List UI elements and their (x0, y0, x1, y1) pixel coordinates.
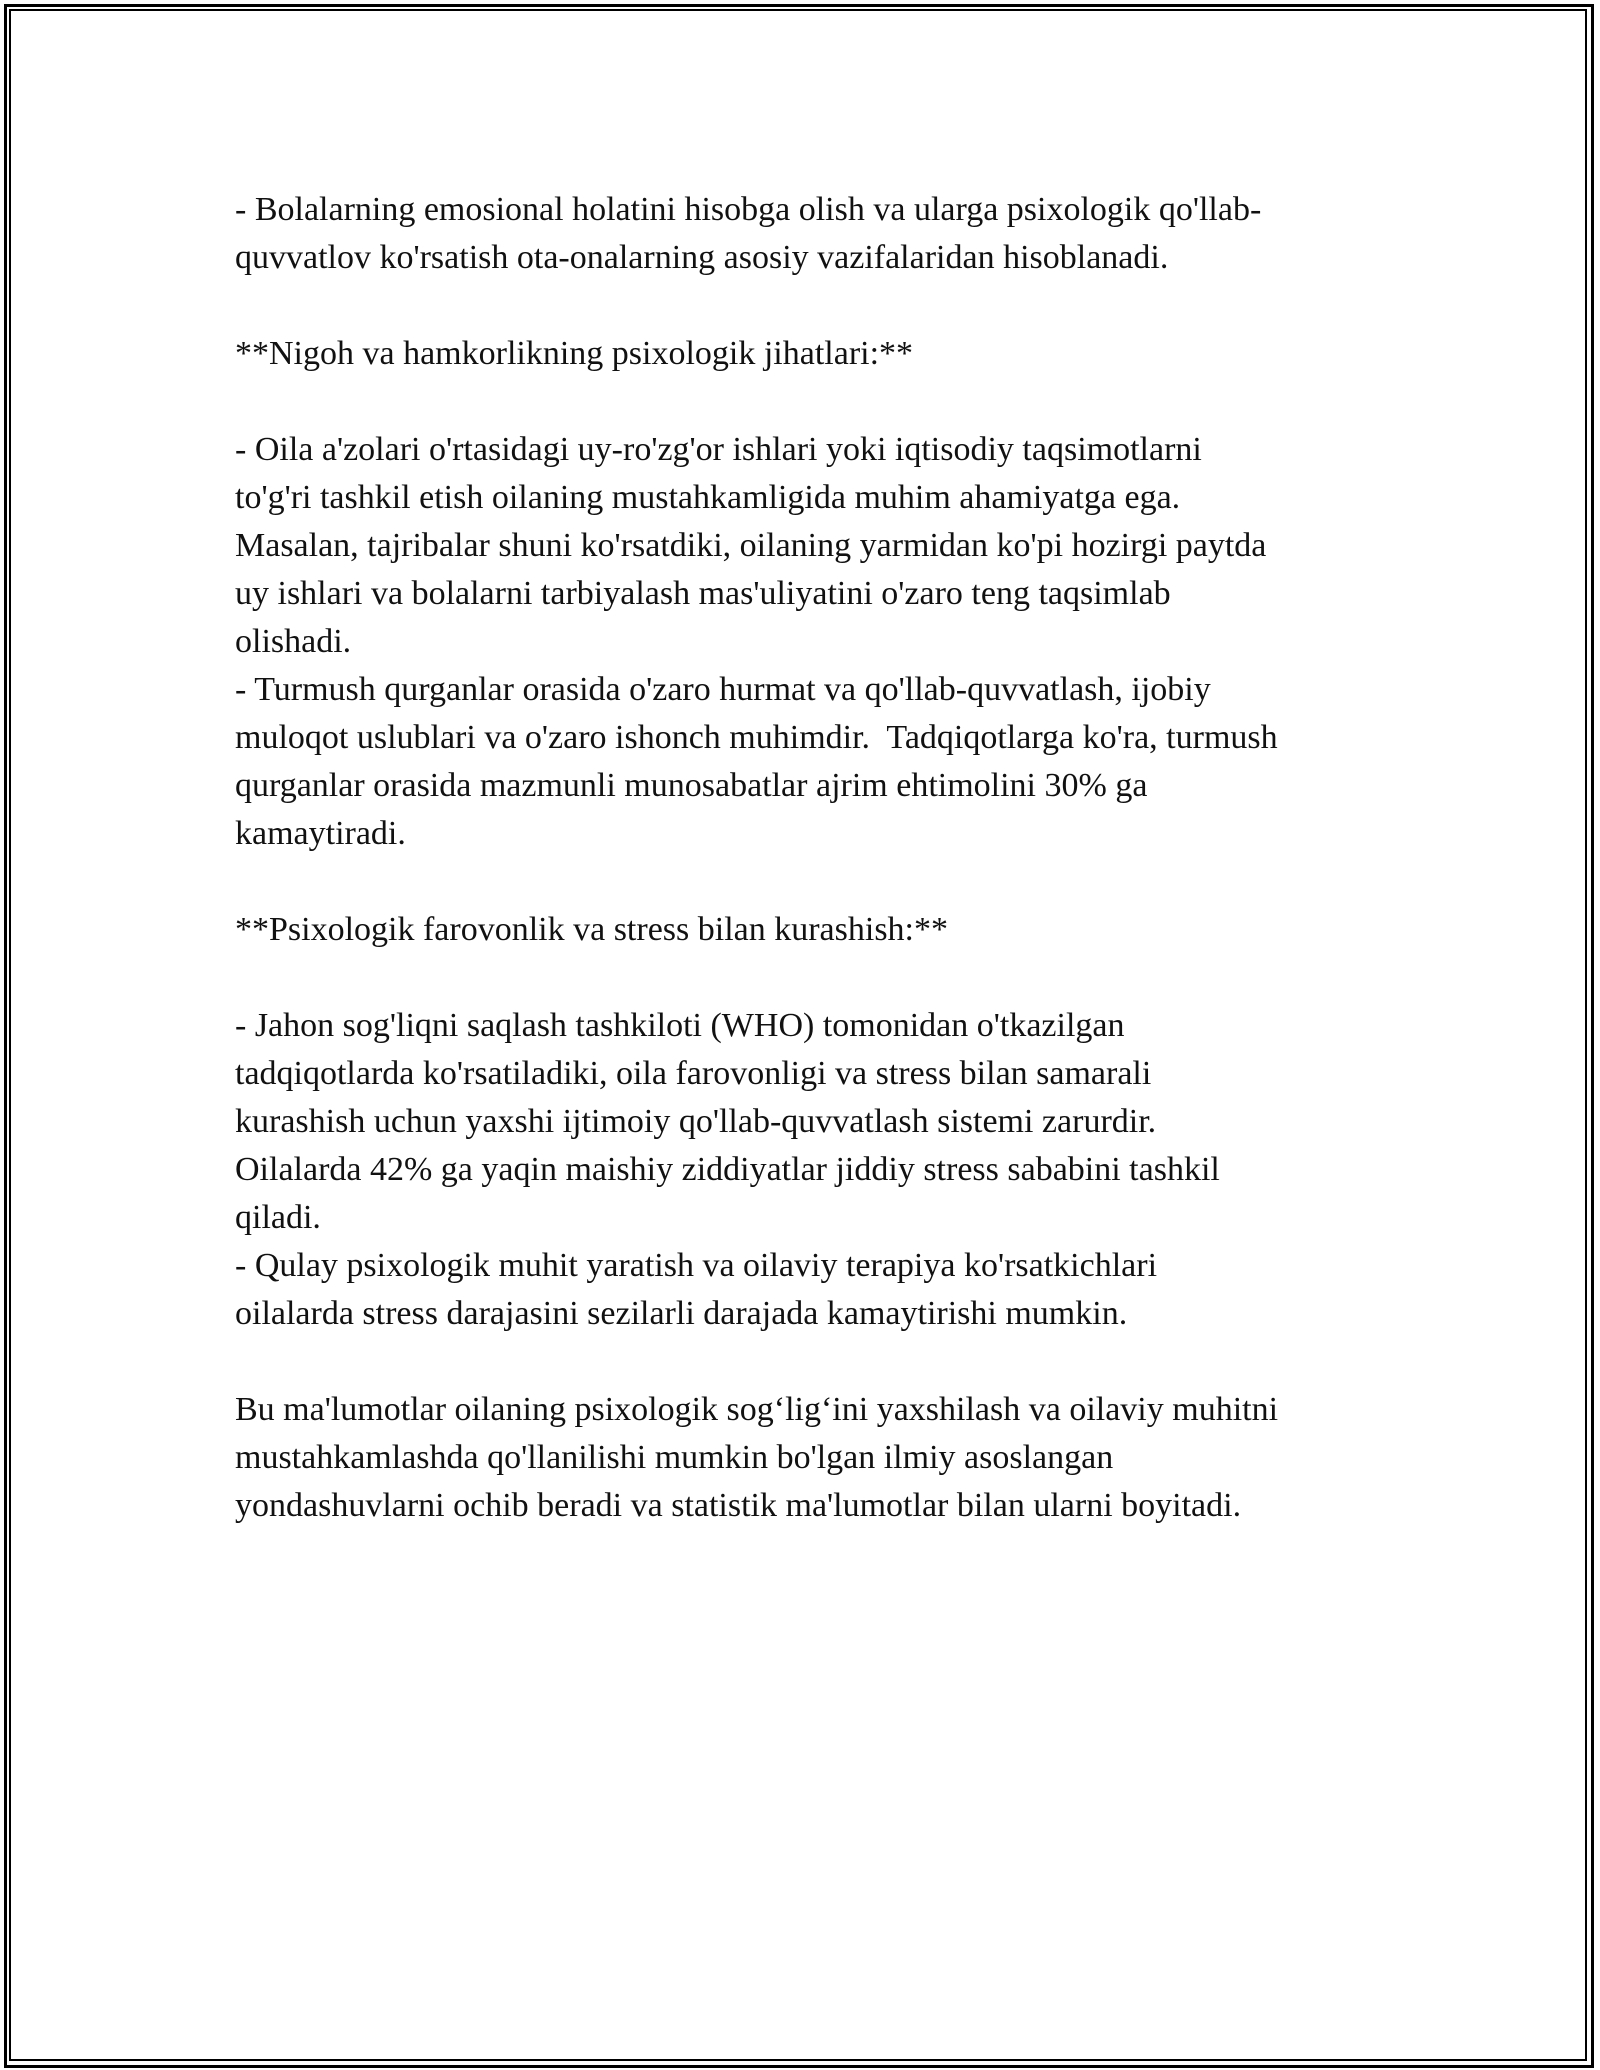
text-line: oilalarda stress darajasini sezilarli darajada kamaytirishi mumkin. (235, 1295, 1128, 1332)
text-line: to'g'ri tashkil etish oilaning mustahkamligida muhim ahamiyatga ega. (235, 479, 1181, 516)
text-line: Bu ma'lumotlar oilaning psixologik sog‘lig‘ini yaxshilash va oilaviy muhitni (235, 1391, 1279, 1428)
section-heading-wellbeing: **Psixologik farovonlik va stress bilan kurashish:** (235, 911, 949, 948)
text-line: Masalan, tajribalar shuni ko'rsatdiki, oilaning yarmidan ko'pi hozirgi paytda (235, 527, 1267, 564)
blank-line (235, 954, 1385, 1002)
text-line: - Bolalarning emosional holatini hisobga olish va ularga psixologik qo'llab- (235, 191, 1262, 228)
text-line: qurganlar orasida mazmunli munosabatlar ajrim ehtimolini 30% ga (235, 767, 1148, 804)
blank-line (235, 1338, 1385, 1386)
text-line: kurashish uchun yaxshi ijtimoiy qo'llab-quvvatlash sistemi zarurdir. (235, 1103, 1157, 1140)
text-line: muloqot uslublari va o'zaro ishonch muhimdir. Tadqiqotlarga ko'ra, turmush (235, 719, 1278, 756)
blank-line (235, 282, 1385, 330)
blank-line (235, 858, 1385, 906)
text-line: tadqiqotlarda ko'rsatiladiki, oila farovonligi va stress bilan samarali (235, 1055, 1152, 1092)
text-line: quvvatlov ko'rsatish ota-onalarning asosiy vazifalaridan hisoblanadi. (235, 239, 1169, 276)
text-line: kamaytiradi. (235, 815, 406, 852)
text-line: - Qulay psixologik muhit yaratish va oilaviy terapiya ko'rsatkichlari (235, 1247, 1158, 1284)
text-line: - Jahon sog'liqni saqlash tashkiloti (WHO) tomonidan o'tkazilgan (235, 1007, 1125, 1044)
paragraph-family-cooperation (235, 426, 1385, 858)
text-line: Oilalarda 42% ga yaqin maishiy ziddiyatlar jiddiy stress sababini tashkil (235, 1151, 1220, 1188)
paragraph-conclusion (235, 1386, 1385, 1530)
document-body (235, 186, 1385, 1530)
text-line: - Turmush qurganlar orasida o'zaro hurmat va qo'llab-quvvatlash, ijobiy (235, 671, 1211, 708)
blank-line (235, 378, 1385, 426)
paragraph-children-emotional-support (235, 186, 1385, 282)
text-line: - Oila a'zolari o'rtasidagi uy-ro'zg'or ishlari yoki iqtisodiy taqsimotlarni (235, 431, 1202, 468)
text-line: uy ishlari va bolalarni tarbiyalash mas'uliyatini o'zaro teng taqsimlab (235, 575, 1171, 612)
text-line: qiladi. (235, 1199, 321, 1236)
paragraph-stress-coping (235, 1002, 1385, 1338)
text-line: yondashuvlarni ochib beradi va statistik ma'lumotlar bilan ularni boyitadi. (235, 1487, 1242, 1524)
text-line: mustahkamlashda qo'llanilishi mumkin bo'lgan ilmiy asoslangan (235, 1439, 1114, 1476)
text-line: olishadi. (235, 623, 352, 660)
section-heading-cooperation: **Nigoh va hamkorlikning psixologik jihatlari:** (235, 335, 914, 372)
